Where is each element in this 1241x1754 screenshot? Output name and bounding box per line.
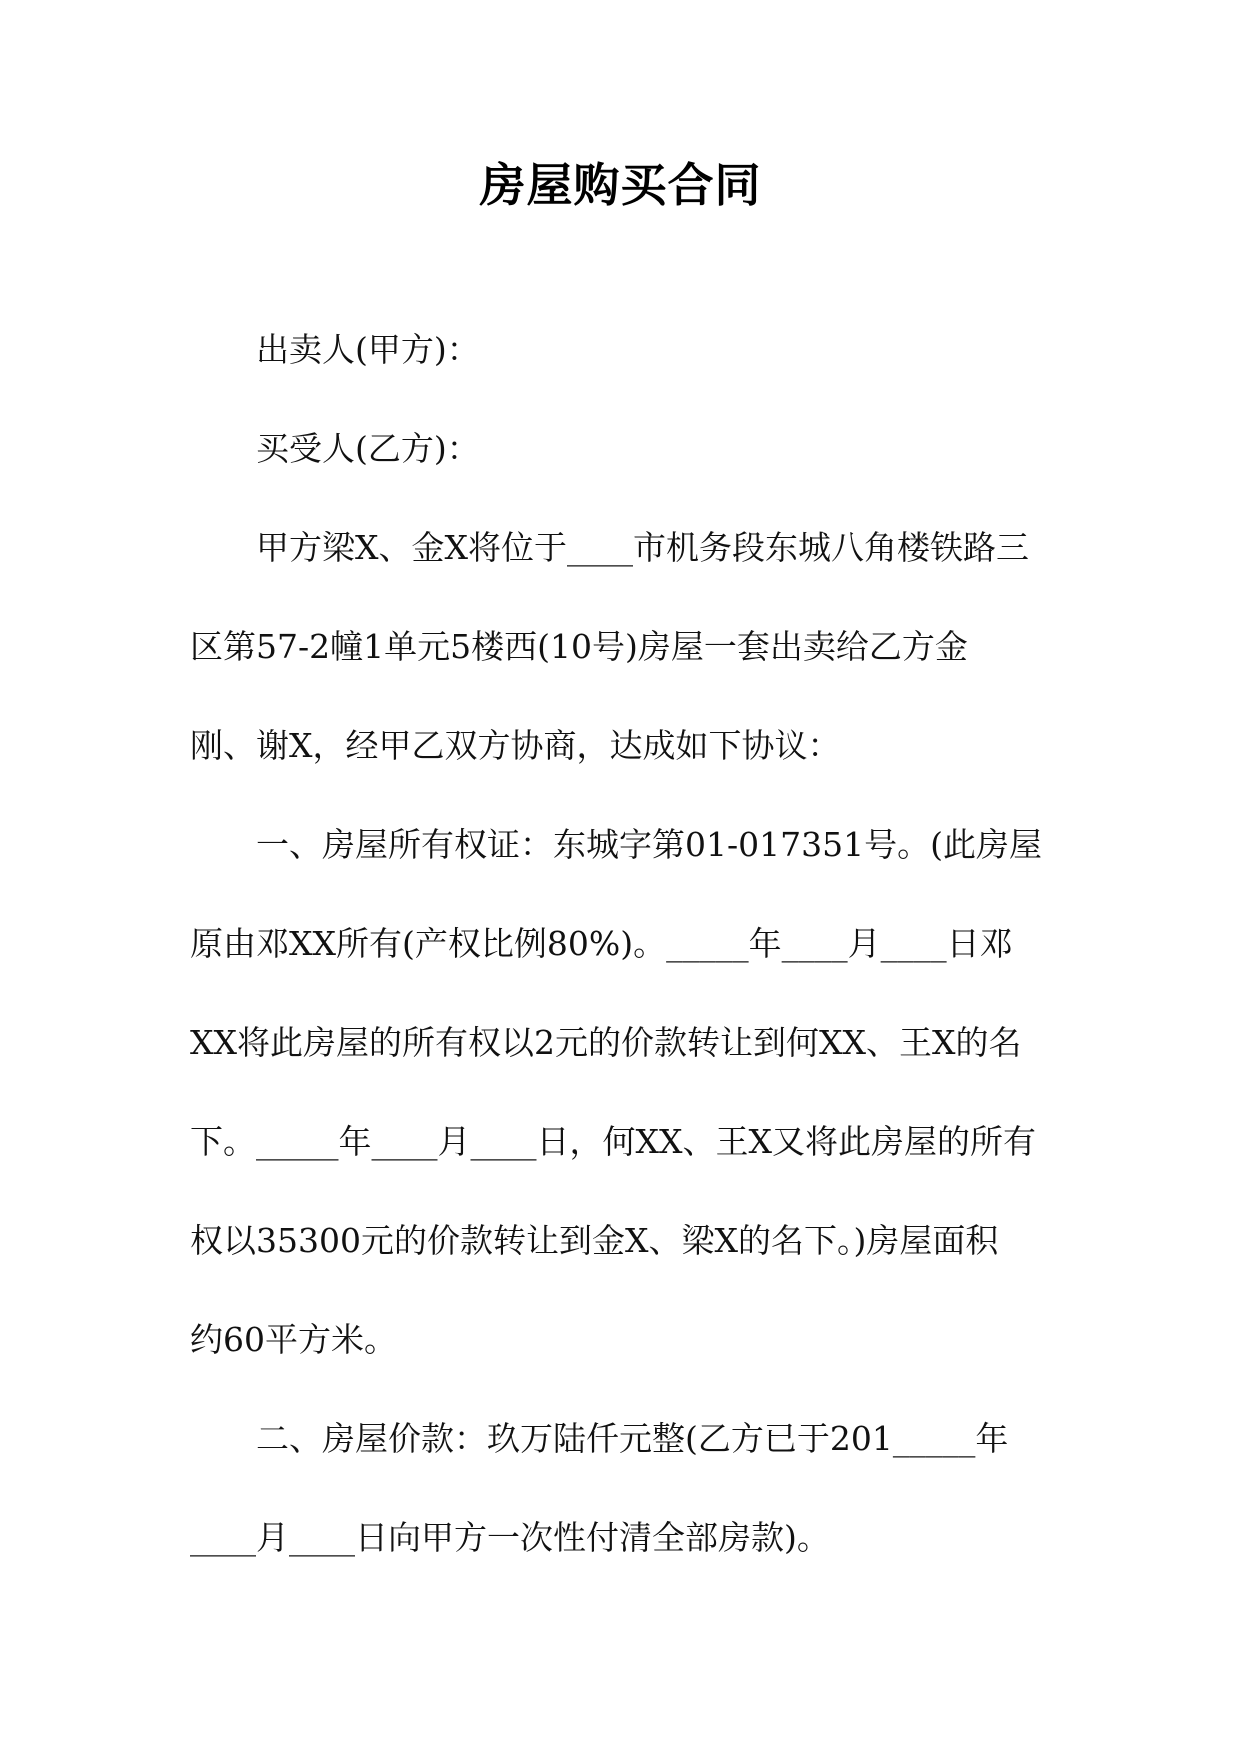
buyer-line: 买受人(乙方)： <box>256 429 480 468</box>
clause-1-line-6: 约60平方米。 <box>190 1320 397 1359</box>
clause-2-line-2: ____月____日向甲方一次性付清全部房款)。 <box>190 1518 830 1557</box>
clause-1-line-2: 原由邓XX所有(产权比例80%)。_____年____月____日邓 <box>190 924 1013 963</box>
document-body <box>190 300 1050 1587</box>
intro-line-2: 区第57-2幢1单元5楼西(10号)房屋一套出卖给乙方金 <box>190 627 968 666</box>
clause-1-line-1: 一、房屋所有权证：东城字第01-017351号。(此房屋 <box>256 825 1042 864</box>
document-title: 房屋购买合同 <box>479 158 762 212</box>
buyer-paragraph <box>190 399 1050 498</box>
seller-line: 出卖人(甲方)： <box>256 330 480 369</box>
clause-1-line-3: XX将此房屋的所有权以2元的价款转让到何XX、王X的名 <box>190 1023 1022 1062</box>
intro-line-3: 刚、谢X，经甲乙双方协商，达成如下协议： <box>190 726 841 765</box>
clause-1-paragraph <box>190 795 1050 1389</box>
intro-paragraph <box>190 498 1050 795</box>
clause-2-paragraph <box>190 1389 1050 1587</box>
seller-paragraph <box>190 300 1050 399</box>
intro-line-1: 甲方梁X、金X将位于____市机务段东城八角楼铁路三 <box>256 528 1029 567</box>
clause-1-line-4: 下。_____年____月____日，何XX、王X又将此房屋的所有 <box>190 1122 1036 1161</box>
clause-2-line-1: 二、房屋价款：玖万陆仟元整(乙方已于201_____年 <box>256 1419 1009 1458</box>
clause-1-line-5: 权以35300元的价款转让到金X、梁X的名下。)房屋面积 <box>190 1221 999 1260</box>
